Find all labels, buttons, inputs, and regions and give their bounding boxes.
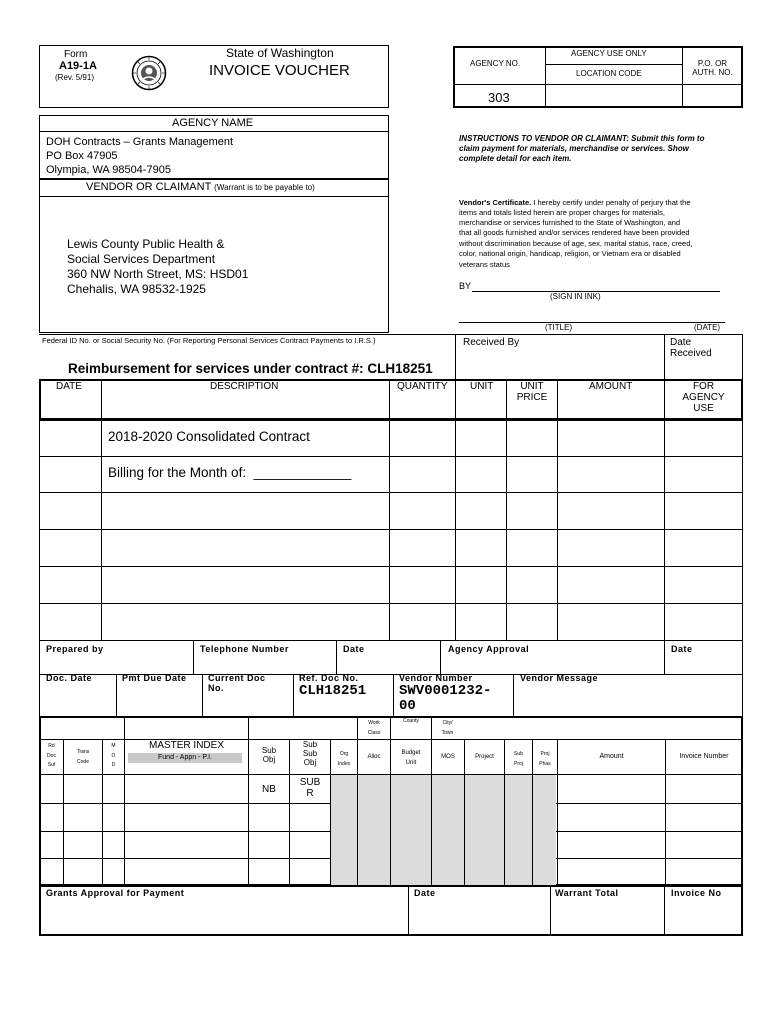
agency-no-value[interactable]: 303 — [488, 90, 510, 105]
line-item-2-description[interactable]: Billing for the Month of: _____________ — [108, 465, 352, 480]
org-index-label: Org Index — [337, 751, 351, 767]
instructions-line-3: complete detail for each item. — [459, 154, 572, 163]
by-label: BY — [459, 281, 472, 291]
project-label: Project — [475, 754, 494, 760]
vendor-line-3[interactable]: 360 NW North Street, MS: HSD01 — [67, 267, 249, 281]
vendor-line-1[interactable]: Lewis County Public Health & — [67, 237, 225, 251]
invoice-no-label: Invoice No — [671, 888, 722, 898]
federal-id-label: Federal ID No. or Social Security No. (For Reporting Personal Services Contract Payments to I.R.S.) — [42, 336, 376, 345]
invoice-number-label: Invoice Number — [679, 753, 729, 760]
trans-code-label: Trans Code — [76, 749, 90, 765]
vendor-number-value[interactable]: SWV0001232- 00 — [399, 683, 492, 715]
certificate-line-4: that all goods furnished and/or services rendered have been provided — [459, 228, 690, 237]
received-by-label: Received By — [463, 337, 520, 348]
proj-phas-label: Proj Phas — [539, 751, 551, 767]
col-description: DESCRIPTION — [210, 381, 279, 392]
master-index-label: MASTER INDEX — [148, 740, 224, 751]
form-revision: (Rev. 5/91) — [55, 73, 94, 82]
agency-use-only-label: AGENCY USE ONLY — [571, 49, 647, 58]
agency-no-label: AGENCY NO. — [470, 59, 521, 68]
rd-doc-suf-label: Rd Doc Suf — [47, 743, 56, 768]
column-header-box — [39, 379, 743, 420]
reimbursement-text[interactable]: Reimbursement for services under contract #: CLH18251 — [68, 361, 433, 376]
date-label: (DATE) — [694, 323, 721, 332]
agency-line-2[interactable]: PO Box 47905 — [46, 150, 118, 162]
agency-approval-label: Agency Approval — [448, 644, 530, 654]
mod-label: M O D — [111, 743, 116, 768]
title-label: (TITLE) — [545, 323, 573, 332]
footer-date-label: Date — [343, 644, 365, 654]
sub-obj-value[interactable]: NB — [262, 784, 276, 795]
vendor-number-label: Vendor Number — [399, 673, 473, 683]
coding-amount-label: Amount — [599, 753, 624, 760]
form-title: INVOICE VOUCHER — [209, 62, 350, 79]
county-label: County — [403, 718, 419, 724]
vendor-heading: VENDOR OR CLAIMANT (Warrant is to be payable to) — [86, 181, 315, 193]
shaded-coding-area — [330, 775, 556, 885]
warrant-total-label: Warrant Total — [555, 888, 619, 898]
col-quantity: QUANTITY — [397, 381, 448, 392]
state-name: State of Washington — [226, 46, 334, 60]
mos-label: MOS — [441, 754, 455, 760]
ref-doc-label: Ref. Doc No. — [299, 673, 359, 683]
col-unit-price: UNIT PRICE — [516, 381, 548, 403]
ref-doc-value[interactable]: CLH18251 — [299, 683, 367, 699]
vendor-message-label: Vendor Message — [520, 673, 599, 683]
po-label: P.O. OR AUTH. NO. — [692, 59, 733, 77]
col-amount: AMOUNT — [589, 381, 633, 392]
work-class-label: Work Class — [367, 720, 381, 736]
certificate-line-2: items and totals listed herein are proper charges for materials, — [459, 208, 665, 217]
pmt-due-label: Pmt Due Date — [122, 673, 187, 683]
col-agency-use: FOR AGENCY USE — [682, 381, 725, 414]
col-date: DATE — [56, 381, 82, 392]
form-label: Form — [64, 49, 88, 60]
sub-sub-obj-value[interactable]: SUB R — [299, 777, 321, 799]
agency-line-3[interactable]: Olympia, WA 98504-7905 — [46, 164, 171, 176]
sub-proj-label: Sub Proj — [514, 751, 523, 767]
budget-unit-label: Budget Unit — [401, 750, 421, 767]
alloc-label: Alloc — [367, 754, 381, 760]
city-town-label: City/ Town — [441, 720, 454, 736]
grants-approval-label: Grants Approval for Payment — [46, 888, 185, 898]
sub-sub-obj-label: Sub Sub Obj — [302, 740, 318, 767]
telephone-label: Telephone Number — [200, 644, 289, 654]
certificate-line-5: without discrimination because of age, sex, marital status, race, creed, — [459, 239, 693, 248]
vendor-line-2[interactable]: Social Services Department — [67, 252, 216, 266]
vendor-line-4[interactable]: Chehalis, WA 98532-1925 — [67, 282, 206, 296]
agency-line-1[interactable]: DOH Contracts – Grants Management — [46, 136, 234, 148]
prepared-by-label: Prepared by — [46, 644, 104, 654]
doc-date-label: Doc. Date — [46, 673, 93, 683]
approval-date-label: Date — [671, 644, 693, 654]
sign-in-ink-label: (SIGN IN INK) — [550, 292, 601, 301]
fund-appn-label: Fund - Appn - P.I. — [158, 754, 212, 761]
instructions-line-2: claim payment for materials, merchandise or services. Show — [459, 144, 689, 153]
certificate-line-3: merchandise or services furnished to the State of Washington, and — [459, 218, 681, 227]
current-doc-label: Current Doc No. — [208, 673, 266, 693]
certificate-line-6: color, national origin, handicap, religion, or Vietnam era or disabled — [459, 249, 681, 258]
location-code-label: LOCATION CODE — [576, 69, 642, 78]
line-item-1-description[interactable]: 2018-2020 Consolidated Contract — [108, 429, 310, 444]
instructions-line-1: INSTRUCTIONS TO VENDOR OR CLAIMANT: Submit this form to — [459, 134, 705, 143]
form-number: A19-1A — [59, 60, 97, 72]
title-date-line[interactable] — [459, 322, 725, 323]
col-unit: UNIT — [470, 381, 494, 392]
grants-date-label: Date — [414, 888, 436, 898]
state-seal-icon — [131, 55, 167, 91]
certificate-line-7: veterans status — [459, 260, 510, 269]
certificate-line-1: Vendor's Certificate. I hereby certify under penalty of perjury that the — [459, 198, 691, 207]
sub-obj-label: Sub Obj — [261, 746, 277, 764]
date-received-label: Date Received — [670, 337, 712, 359]
agency-name-heading: AGENCY NAME — [172, 117, 254, 129]
